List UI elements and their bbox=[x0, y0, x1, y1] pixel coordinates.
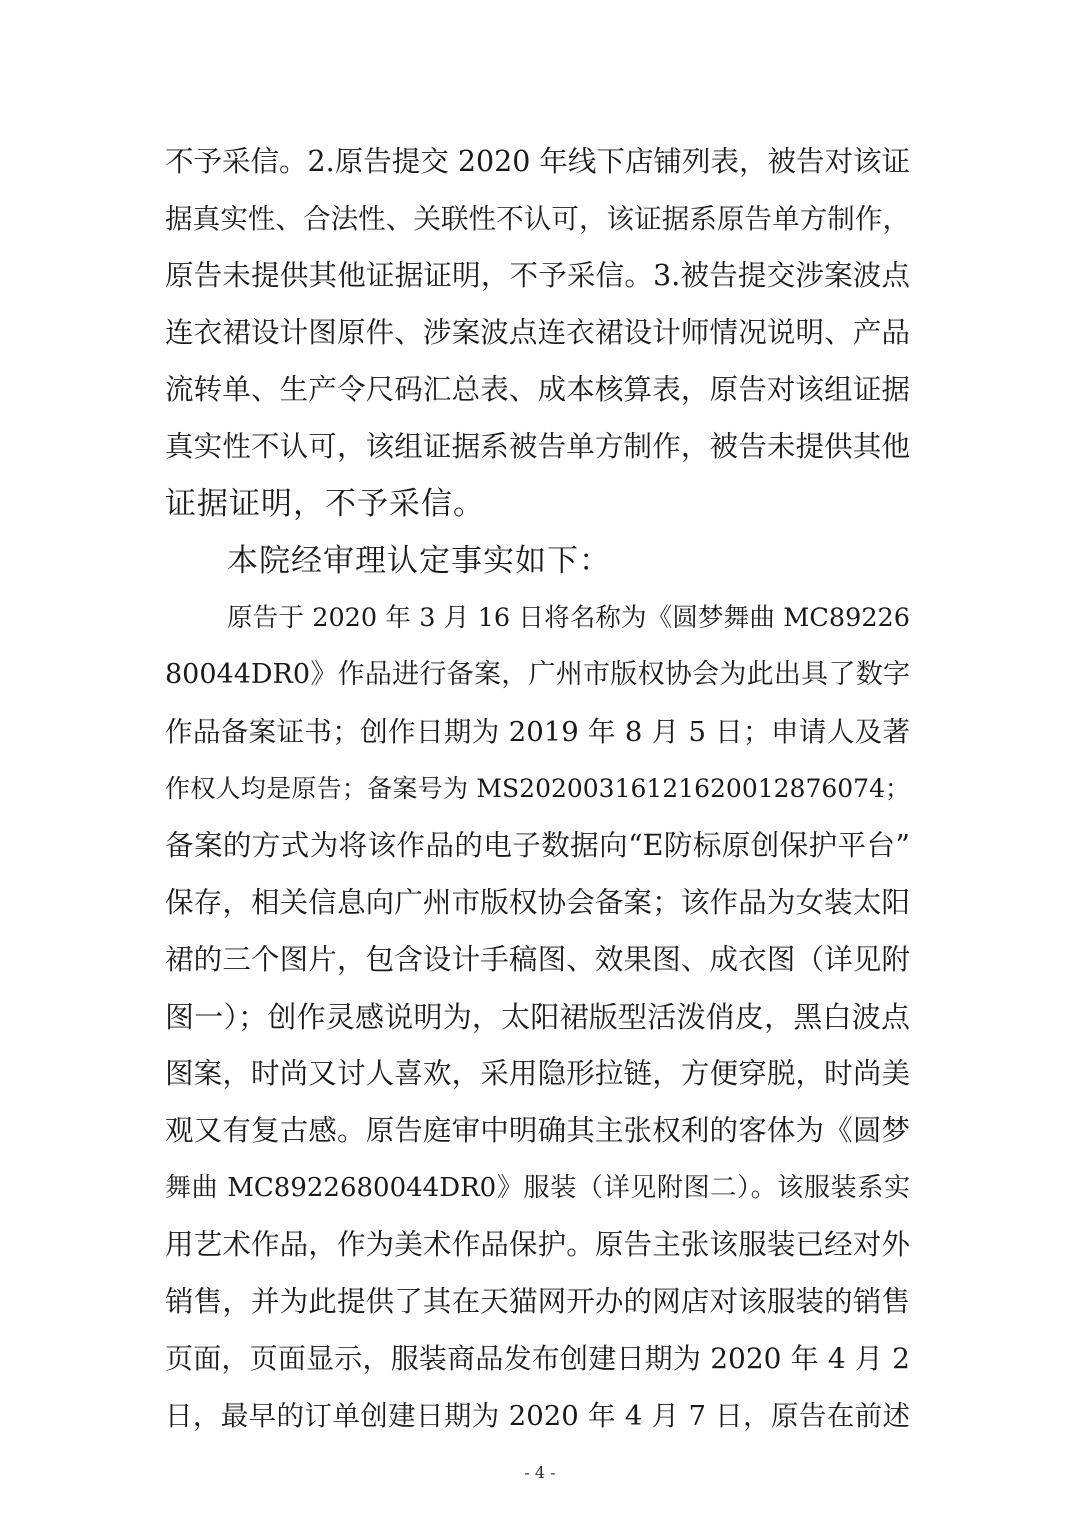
text-line: 图案，时尚又讨人喜欢，采用隐形拉链，方便穿脱，时尚美 bbox=[165, 1057, 910, 1090]
text-line: 真实性不认可，该组证据系被告单方制作，被告未提供其他 bbox=[165, 430, 910, 463]
text-line: 据真实性、合法性、关联性不认可，该证据系原告单方制作， bbox=[165, 203, 910, 235]
text-line: 作权人均是原告；备案号为 MS2020031612162001287607​4； bbox=[165, 774, 910, 803]
text-line: 作品备案证书；创作日期为 2019 年 8 月 5 日；申请人及著 bbox=[165, 716, 910, 748]
text-line: 本院经审理认定事实如下： bbox=[227, 543, 611, 579]
text-line: 不予采信。2.原告提交 2020 年线下店铺列表，被告对该证 bbox=[165, 145, 910, 178]
text-line: 连衣裙设计图原件、涉案波点连衣裙设计师情况说明、产品 bbox=[165, 316, 910, 349]
text-line: 80044DR0》作品进行备案，广州市版权协会为此出具了数字 bbox=[165, 659, 910, 690]
text-line: 日，最早的订单创建日期为 2020 年 4 月 7 日，原告在前述 bbox=[165, 1400, 910, 1432]
text-line: 原告于 2020 年 3 月 16 日将名称为《圆梦舞曲 MC89226 bbox=[227, 603, 910, 633]
text-line: 流转单、生产令尺码汇总表、成本核算表，原告对该组证据 bbox=[165, 373, 910, 406]
text-line: 图一）；创作灵感说明为，太阳裙版型活泼俏皮，黑白波点 bbox=[165, 1000, 910, 1034]
text-line: 销售，并为此提供了其在天猫网开办的网店对该服装的销售 bbox=[165, 1285, 910, 1318]
text-line: 保存，相关信息向广州市版权协会备案；该作品为女装太阳 bbox=[165, 886, 910, 919]
text-line: 备案的方式为将该作品的电子数据向“E防标原创保护平台” bbox=[165, 829, 910, 862]
text-line: 舞曲 MC8922680044DR0》服装（详见附图二）。该服装系实 bbox=[165, 1173, 910, 1203]
text-line: 证据证明，不予采信。 bbox=[165, 486, 485, 522]
text-line: 用艺术作品，作为美术作品保护。原告主张该服装已经对外 bbox=[165, 1228, 910, 1261]
text-line: 原告未提供其他证据证明，不予采信。3.被告提交涉案波点 bbox=[165, 259, 910, 292]
text-line: 页面，页面显示，服装商品发布创建日期为 2020 年 4 月 2 bbox=[165, 1342, 910, 1375]
text-line: 裙的三个图片，包含设计手稿图、效果图、成衣图（详见附 bbox=[165, 943, 910, 976]
text-line: 观又有复古感。原告庭审中明确其主张权利的客体为《圆梦 bbox=[165, 1114, 910, 1147]
page-number: - 4 - bbox=[524, 1463, 556, 1482]
